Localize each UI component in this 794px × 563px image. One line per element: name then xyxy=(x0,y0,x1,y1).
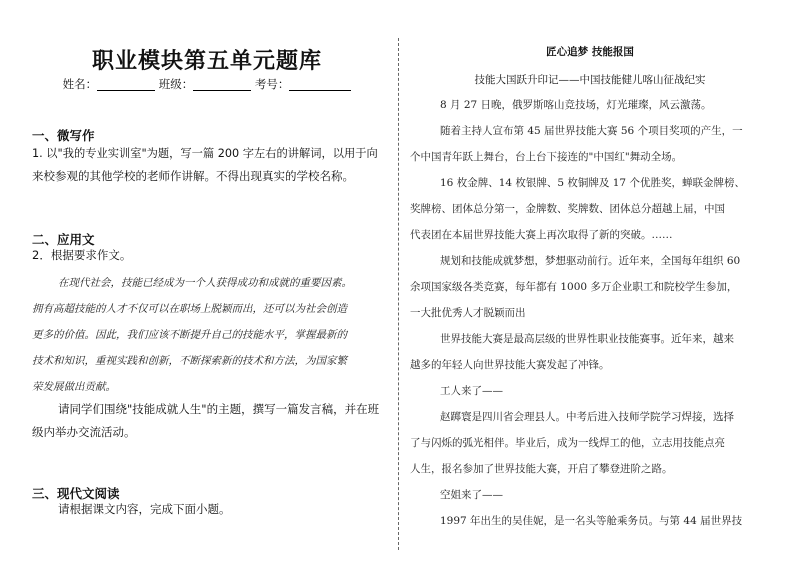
material-line-1: 在现代社会，技能已经成为一个人获得成功和成就的重要因素。 xyxy=(58,277,352,289)
article-title: 匠心追梦 技能报国 xyxy=(546,46,634,58)
question-2: 2．根据要求作文。 xyxy=(32,248,132,262)
article-line: 工人来了—— xyxy=(440,385,503,397)
article-line: 16 枚金牌、14 枚银牌、5 枚铜牌及 17 个优胜奖，蝉联金牌榜、 xyxy=(440,177,745,189)
task-line-1: 请同学们围绕"技能成就人生"的主题，撰写一篇发言稿，并在班 xyxy=(58,402,380,416)
material-line-3: 更多的价值。因此，我们应该不断提升自己的技能水平，掌握最新的 xyxy=(32,329,347,341)
article-line: 一大批优秀人才脱颖而出 xyxy=(410,307,526,319)
section-heading-micro-writing: 一、微写作 xyxy=(32,128,95,143)
material-line-2: 拥有高超技能的人才不仅可以在职场上脱颖而出，还可以为社会创造 xyxy=(32,303,347,315)
article-line: 代表团在本届世界技能大赛上再次取得了新的突破。…… xyxy=(410,229,673,241)
article-line: 奖牌榜、团体总分第一，金牌数、奖牌数、团体总分超越上届，中国 xyxy=(410,203,725,215)
class-field[interactable] xyxy=(193,78,251,91)
article-line: 个中国青年跃上舞台，台上台下接连的"中国红"舞动全场。 xyxy=(410,151,683,163)
article-line: 8 月 27 日晚，俄罗斯喀山竞技场，灯光璀璨，风云激荡。 xyxy=(440,99,712,111)
material-line-4: 技术和知识，重视实践和创新，不断探索新的技术和方法，为国家繁 xyxy=(32,355,347,367)
article-line: 空姐来了—— xyxy=(440,489,503,501)
article-line: 世界技能大赛是最高层级的世界性职业技能赛事。近年来，越来 xyxy=(440,333,734,345)
left-column xyxy=(32,40,382,516)
question-1-line-1: 1. 以"我的专业实训室"为题，写一篇 200 字左右的讲解词，以用于向 xyxy=(32,147,378,160)
name-label: 姓名： xyxy=(62,77,98,91)
question-1-line-2: 来校参观的其他学校的老师作讲解。不得出现真实的学校名称。 xyxy=(32,169,354,183)
student-info-row xyxy=(32,74,382,94)
article-line: 规划和技能成就梦想，梦想驱动前行。近年来，全国每年组织 60 xyxy=(440,255,741,267)
question-2-task xyxy=(32,398,379,444)
exam-no-field[interactable] xyxy=(289,78,351,91)
column-divider xyxy=(398,38,399,550)
exam-no-label: 考号： xyxy=(254,77,290,91)
article-line: 越多的年轻人向世界技能大赛发起了冲锋。 xyxy=(410,359,610,371)
article-line: 随着主持人宣布第 45 届世界技能大赛 56 个项目奖项的产生，一 xyxy=(440,125,743,137)
article-line: 赵踯寰是四川省会理县人。中考后进入技师学院学习焊接，选择 xyxy=(440,411,734,423)
reading-instruction: 请根据课文内容，完成下面小题。 xyxy=(58,502,231,516)
section-heading-practical-writing: 二、应用文 xyxy=(32,232,95,247)
article-line: 余项国家级各类竞赛，每年都有 1000 多万企业职工和院校学生参加， xyxy=(410,281,738,293)
article-line: 了与闪烁的弧光相伴。毕业后，成为一线焊工的他，立志用技能点亮 xyxy=(410,437,725,449)
section-heading-modern-reading: 三、现代文阅读 xyxy=(32,486,120,501)
article-subtitle: 技能大国跃升印记——中国技能健儿喀山征战纪实 xyxy=(474,74,706,86)
name-field[interactable] xyxy=(97,78,155,91)
class-label: 班级： xyxy=(158,77,194,91)
question-2-material xyxy=(32,270,352,400)
question-1 xyxy=(32,142,378,188)
page-title: 职业模块第五单元题库 xyxy=(91,49,322,74)
material-line-5: 荣发展做出贡献。 xyxy=(32,381,116,393)
task-line-2: 级内举办交流活动。 xyxy=(32,425,136,439)
article-line: 人生，报名参加了世界技能大赛，开启了攀登进阶之路。 xyxy=(410,463,673,475)
article-line: 1997 年出生的吴佳妮，是一名头等舱乘务员。与第 44 届世界技 xyxy=(440,515,743,527)
